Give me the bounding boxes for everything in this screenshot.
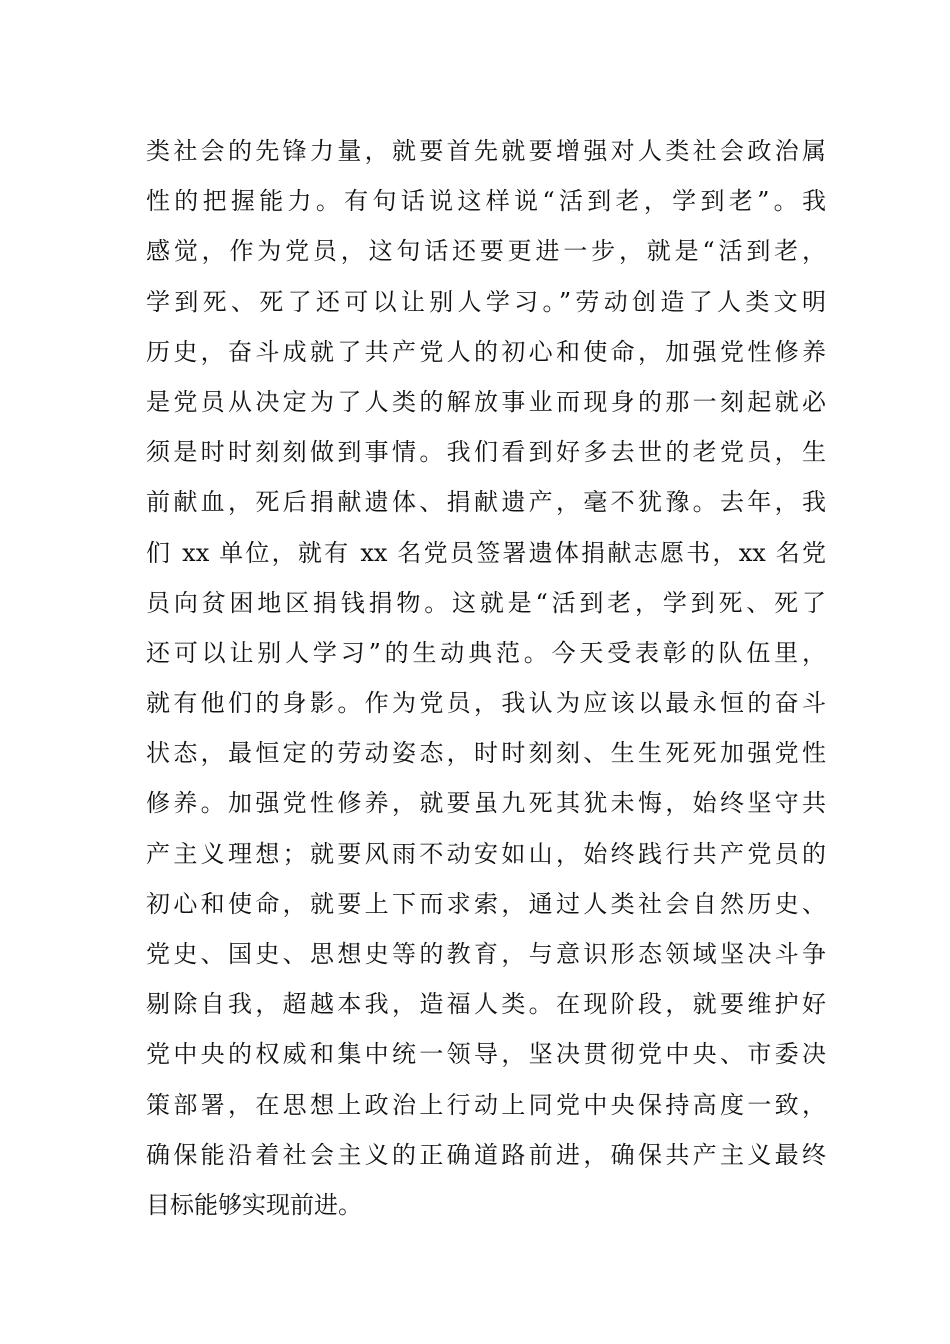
text-line: 状态，最恒定的劳动姿态，时时刻刻、生生死死加强党性 <box>146 739 826 768</box>
text-line: 就有他们的身影。作为党员，我认为应该以最永恒的奋斗 <box>146 689 826 718</box>
text-line: 初心和使命，就要上下而求索，通过人类社会自然历史、 <box>146 889 826 918</box>
text-line: 们 xx 单位，就有 xx 名党员签署遗体捐献志愿书，xx 名党 <box>146 538 826 567</box>
text-line: 前献血，死后捐献遗体、捐献遗产，毫不犹豫。去年，我 <box>146 488 826 517</box>
text-line: 员向贫困地区捐钱捐物。这就是“活到老，学到死、死了 <box>146 588 826 617</box>
text-line: 还可以让别人学习”的生动典范。今天受表彰的队伍里， <box>146 638 826 667</box>
text-line: 类社会的先锋力量，就要首先就要增强对人类社会政治属 <box>146 137 826 165</box>
text-line: 历史，奋斗成就了共产党人的初心和使命，加强党性修养 <box>146 337 826 366</box>
text-line: 党史、国史、思想史等的教育，与意识形态领域坚决斗争 <box>146 940 826 968</box>
text-line: 是党员从决定为了人类的解放事业而现身的那一刻起就必 <box>146 387 826 416</box>
text-line: 策部署，在思想上政治上行动上同党中央保持高度一致， <box>146 1090 826 1119</box>
text-line: 感觉，作为党员，这句话还要更进一步，就是“活到老， <box>146 237 826 266</box>
text-line: 学到死、死了还可以让别人学习。”劳动创造了人类文明 <box>146 287 826 316</box>
text-line: 产主义理想；就要风雨不动安如山，始终践行共产党员的 <box>146 839 826 868</box>
text-line: 性的把握能力。有句话说这样说“活到老，学到老”。我 <box>146 187 826 216</box>
text-line: 党中央的权威和集中统一领导，坚决贯彻党中央、市委决 <box>146 1040 826 1069</box>
text-line: 剔除自我，超越本我，造福人类。在现阶段，就要维护好 <box>146 990 826 1019</box>
text-line-last: 目标能够实现前进。 <box>146 1190 362 1219</box>
text-line: 须是时时刻刻做到事情。我们看到好多去世的老党员，生 <box>146 438 826 467</box>
text-line: 修养。加强党性修养，就要虽九死其犹未悔，始终坚守共 <box>146 789 826 818</box>
body-paragraph <box>146 126 826 1230</box>
text-line: 确保能沿着社会主义的正确道路前进，确保共产主义最终 <box>146 1140 826 1169</box>
